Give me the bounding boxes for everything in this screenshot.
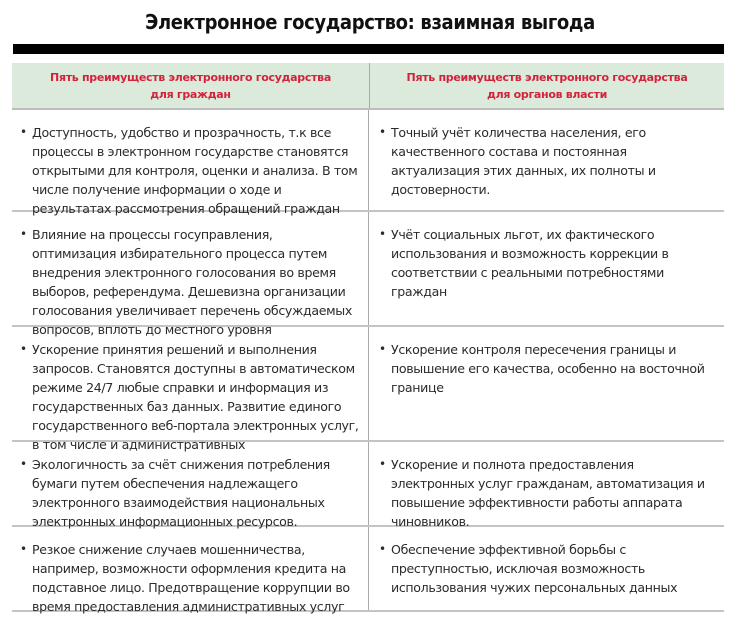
cell-authorities [369,442,724,529]
cell-text: Ускорение контроля пересечения границы и повышение его качества, особенно на восточной границе [391,342,705,395]
cell-citizens [12,110,369,216]
bullet-icon: • [379,457,386,471]
cell-text: Доступность, удобство и прозрачность, т.к все процессы в электронном государстве становятся открытыми для контроля, оценки и анализа. В том числе получение информации о ходе и результатах рассмотрения обращений граждан [32,125,358,216]
cell-citizens [12,527,369,614]
table-row [12,110,724,216]
table-header [12,63,724,110]
bullet-icon: • [379,342,386,356]
cell-authorities [369,527,724,610]
page-title: Электронное государство: взаимная выгода [145,10,595,34]
column-header-line: для органов власти [486,87,608,101]
table-row [12,212,724,337]
cell-text: Ускорение и полнота предоставления электронных услуг гражданам, автоматизация и повышение эффективности работы аппарата чиновников. [391,457,705,529]
cell-authorities [369,110,724,210]
cell-text: Экологичность за счёт снижения потребления бумаги путем обеспечения надлежащего электронного взаимодействия национальных электронных информационных ресурсов. [32,457,330,529]
cell-text: Влияние на процессы госуправления, оптимизация избирательного процесса путем внедрения электронного голосования во время выборов, референдума. Дешевизна организации голосования увеличивает перечень обсуждаемых вопросов, вплоть до местного уровня [32,227,352,337]
bullet-icon: • [379,542,386,556]
table-row [12,442,724,527]
cell-text: Точный учёт количества населения, его качественного состава и постоянная актуализация этих данных, их полноты и достоверности. [391,125,656,197]
column-header-line: Пять преимуществ электронного государства [406,70,688,84]
bullet-icon: • [20,457,27,471]
column-header-line: Пять преимуществ электронного государства [50,70,331,84]
column-header-line: для граждан [150,87,231,101]
table-row [12,327,724,452]
bullet-icon: • [20,125,27,139]
cell-authorities [369,327,724,440]
bullet-icon: • [379,227,386,241]
cell-citizens [12,442,369,529]
cell-authorities [369,212,724,325]
bullet-icon: • [20,542,27,556]
title-rule [13,44,724,54]
cell-citizens [12,327,369,452]
column-header-citizens [12,63,370,108]
benefits-table [12,63,724,612]
cell-citizens [12,212,369,337]
column-header-authorities [370,63,724,108]
bullet-icon: • [379,125,386,139]
bullet-icon: • [20,227,27,241]
cell-text: Обеспечение эффективной борьбы с преступностью, исключая возможность использования чужих персональных данных [391,542,678,595]
table-row [12,527,724,612]
cell-text: Ускорение принятия решений и выполнения запросов. Становятся доступны в автоматическом режиме 24/7 любые справки и информация из государственных баз данных. Развитие единого государственного веб-портала электронных услуг, в том числе и административных [32,342,359,452]
bullet-icon: • [20,342,27,356]
cell-text: Учёт социальных льгот, их фактического использования и возможность коррекции в соответствии с реальными потребностями граждан [391,227,669,299]
cell-text: Резкое снижение случаев мошенничества, например, возможности оформления кредита на подставное лицо. Предотвращение коррупции во время предоставления административных услуг [32,542,350,614]
